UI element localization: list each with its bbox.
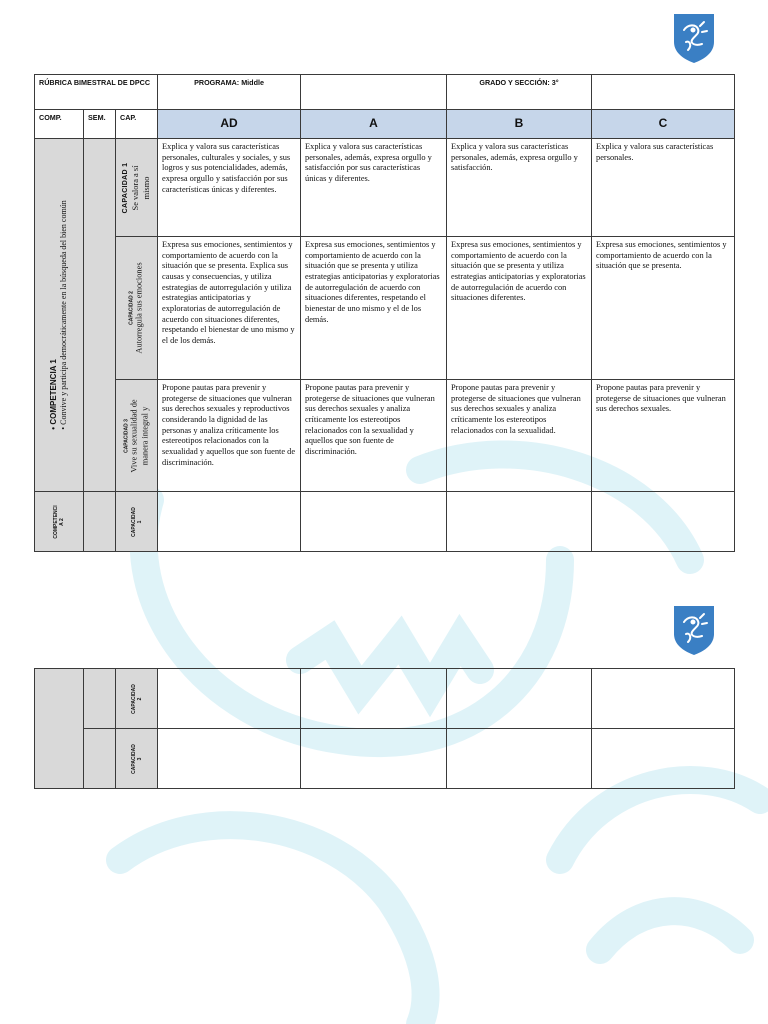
descriptor-cap2-c: Expresa sus emociones, sentimientos y comportamiento de acuerdo con la situación que se presenta. [592, 237, 735, 380]
empty-cell-comp2-c[interactable] [592, 492, 735, 552]
page2-cap2-line-2: 2 [136, 697, 143, 700]
page2-empty-cell-cap2-ad[interactable] [158, 669, 301, 729]
capacidad-1-title: CAPACIDAD 1 [121, 162, 129, 213]
page2-competencia-cell [35, 669, 84, 789]
page2-cap3-line-1: CAPACIDAD [130, 743, 137, 774]
descriptor-cap1-ad: Explica y valora sus características personales, culturales y sociales, y sus logros y sus potencialidades, además, expresa orgullo y satisfacción por sus características únicas y diferentes. [158, 139, 301, 237]
page2-empty-cell-cap2-a[interactable] [301, 669, 447, 729]
page2-empty-cell-cap3-ad[interactable] [158, 729, 301, 789]
page2-capacidad-2-row [35, 669, 735, 729]
page2-capacidad-2-cell [116, 669, 158, 729]
comp-column-header: COMP. [35, 110, 84, 139]
level-b-header: B [447, 110, 592, 139]
descriptor-cap1-c: Explica y valora sus características personales. [592, 139, 735, 237]
competencia-2-cap-line-2: 1 [136, 520, 143, 523]
rubric-table [34, 74, 735, 552]
capacidad-1-cell [116, 139, 158, 237]
page2-cap3-line-2: 3 [136, 757, 143, 760]
heraldic-lion-shield-icon [672, 12, 716, 64]
descriptor-cap3-c: Propone pautas para prevenir y protegerse de situaciones que vulneran sus derechos sexuales. [592, 380, 735, 492]
descriptor-cap3-ad: Propone pautas para prevenir y protegerse de situaciones que vulneran sus derechos sexuales y reproductivos considerando la dignidad de las personas y analiza críticamente los estereotipos relacionados con la sexualidad y aquellos que son fuente de discriminación. [158, 380, 301, 492]
capacidad-2-cell [116, 237, 158, 380]
page2-capacidad-3-row [35, 729, 735, 789]
competencia-2-cell [35, 492, 84, 552]
rubric-table-page-2 [34, 668, 735, 789]
level-a-header: A [301, 110, 447, 139]
heraldic-lion-shield-icon [672, 604, 716, 656]
capacidad-2-title: CAPACIDAD 2 [128, 291, 135, 325]
competencia-2-label-line-1: COMPETENCI [53, 504, 59, 539]
descriptor-cap1-a: Explica y valora sus características personales, además, expresa orgullo y satisfacción por sus características únicas y diferentes. [301, 139, 447, 237]
competencia-2-label-line-2: A 2 [59, 517, 65, 526]
competencia-2-row [35, 492, 735, 552]
capacidad-3-desc-line-1: Vive su sexualidad de [128, 398, 138, 473]
page2-sem-cell-1[interactable] [84, 669, 116, 729]
capacidad-3-desc-line-2: manera integral y [139, 406, 149, 465]
capacidad-3-row [35, 380, 735, 492]
page2-cap2-line-1: CAPACIDAD [130, 683, 137, 714]
competencia-1-cell [35, 139, 84, 492]
page2-empty-cell-cap2-c[interactable] [592, 669, 735, 729]
header-row [35, 75, 735, 110]
capacidad-1-desc-line-2: mismo [140, 176, 150, 199]
rubric-title: RÚBRICA BIMESTRAL DE DPCC [35, 75, 158, 110]
capacidad-1-desc-line-1: Se valora a sí [130, 165, 140, 210]
capacidad-1-row [35, 139, 735, 237]
competencia-2-cap-line-1: CAPACIDAD [130, 506, 137, 537]
sem-cell-competencia-1[interactable] [84, 139, 116, 492]
page2-empty-cell-cap3-a[interactable] [301, 729, 447, 789]
capacidad-3-cell [116, 380, 158, 492]
capacidad-3-title: CAPACIDAD 3 [122, 418, 129, 453]
level-ad-header: AD [158, 110, 301, 139]
descriptor-cap2-a: Expresa sus emociones, sentimientos y comportamiento de acuerdo con la situación que se presenta y utiliza estrategias anticipatorias y exploratorias de autorregulación de acuerdo con situaciones diferentes, respetando el bienestar de uno mismo y el de los demás. [301, 237, 447, 380]
page2-empty-cell-cap3-b[interactable] [447, 729, 592, 789]
page2-empty-cell-cap2-b[interactable] [447, 669, 592, 729]
empty-cell-comp2-ad[interactable] [158, 492, 301, 552]
descriptor-cap1-b: Explica y valora sus características personales, además, expresa orgullo y satisfacción. [447, 139, 592, 237]
cap-column-header: CAP. [116, 110, 158, 139]
programa-value-cell[interactable] [301, 75, 447, 110]
descriptor-cap3-a: Propone pautas para prevenir y protegerse de situaciones que vulneran sus derechos sexuales y analiza críticamente los estereotipos relacionados con la sexualidad y aquellos que son fuente de discriminación. [301, 380, 447, 492]
competencia-1-title: • COMPETENCIA 1 [48, 359, 58, 430]
level-c-header: C [592, 110, 735, 139]
sem-column-header: SEM. [84, 110, 116, 139]
competencia-2-capacidad-1-cell [116, 492, 158, 552]
programa-label: PROGRAMA: Middle [158, 75, 301, 110]
descriptor-cap2-b: Expresa sus emociones, sentimientos y comportamiento de acuerdo con la situación que se presenta y utiliza estrategias anticipatorias y exploratorias de autorregulación de acuerdo con situaciones diferentes. [447, 237, 592, 380]
page2-sem-cell-2[interactable] [84, 729, 116, 789]
page2-empty-cell-cap3-c[interactable] [592, 729, 735, 789]
grado-value-cell[interactable] [592, 75, 735, 110]
empty-cell-comp2-b[interactable] [447, 492, 592, 552]
descriptor-cap2-ad: Expresa sus emociones, sentimientos y comportamiento de acuerdo con la situación que se presenta. Explica sus causas y consecuencias, y utiliza estrategias de autorregulación y utiliza estrategias anticipatorias y exploratorias de autorregulación de acuerdo con situaciones diferentes, respetando el bienestar de uno mismo y el de los demás. [158, 237, 301, 380]
competencia-1-description: • Convive y participa democráticamente en la búsqueda del bien común [59, 200, 68, 430]
page2-capacidad-3-cell [116, 729, 158, 789]
empty-cell-comp2-a[interactable] [301, 492, 447, 552]
descriptor-cap3-b: Propone pautas para prevenir y protegerse de situaciones que vulneran sus derechos sexuales y analiza críticamente los estereotipos relacionados con la sexualidad. [447, 380, 592, 492]
sem-cell-competencia-2[interactable] [84, 492, 116, 552]
capacidad-2-desc-line-1: Autorregula sus emociones [134, 262, 144, 354]
grado-label: GRADO Y SECCIÓN: 3° [447, 75, 592, 110]
column-header-row [35, 110, 735, 139]
capacidad-2-row [35, 237, 735, 380]
